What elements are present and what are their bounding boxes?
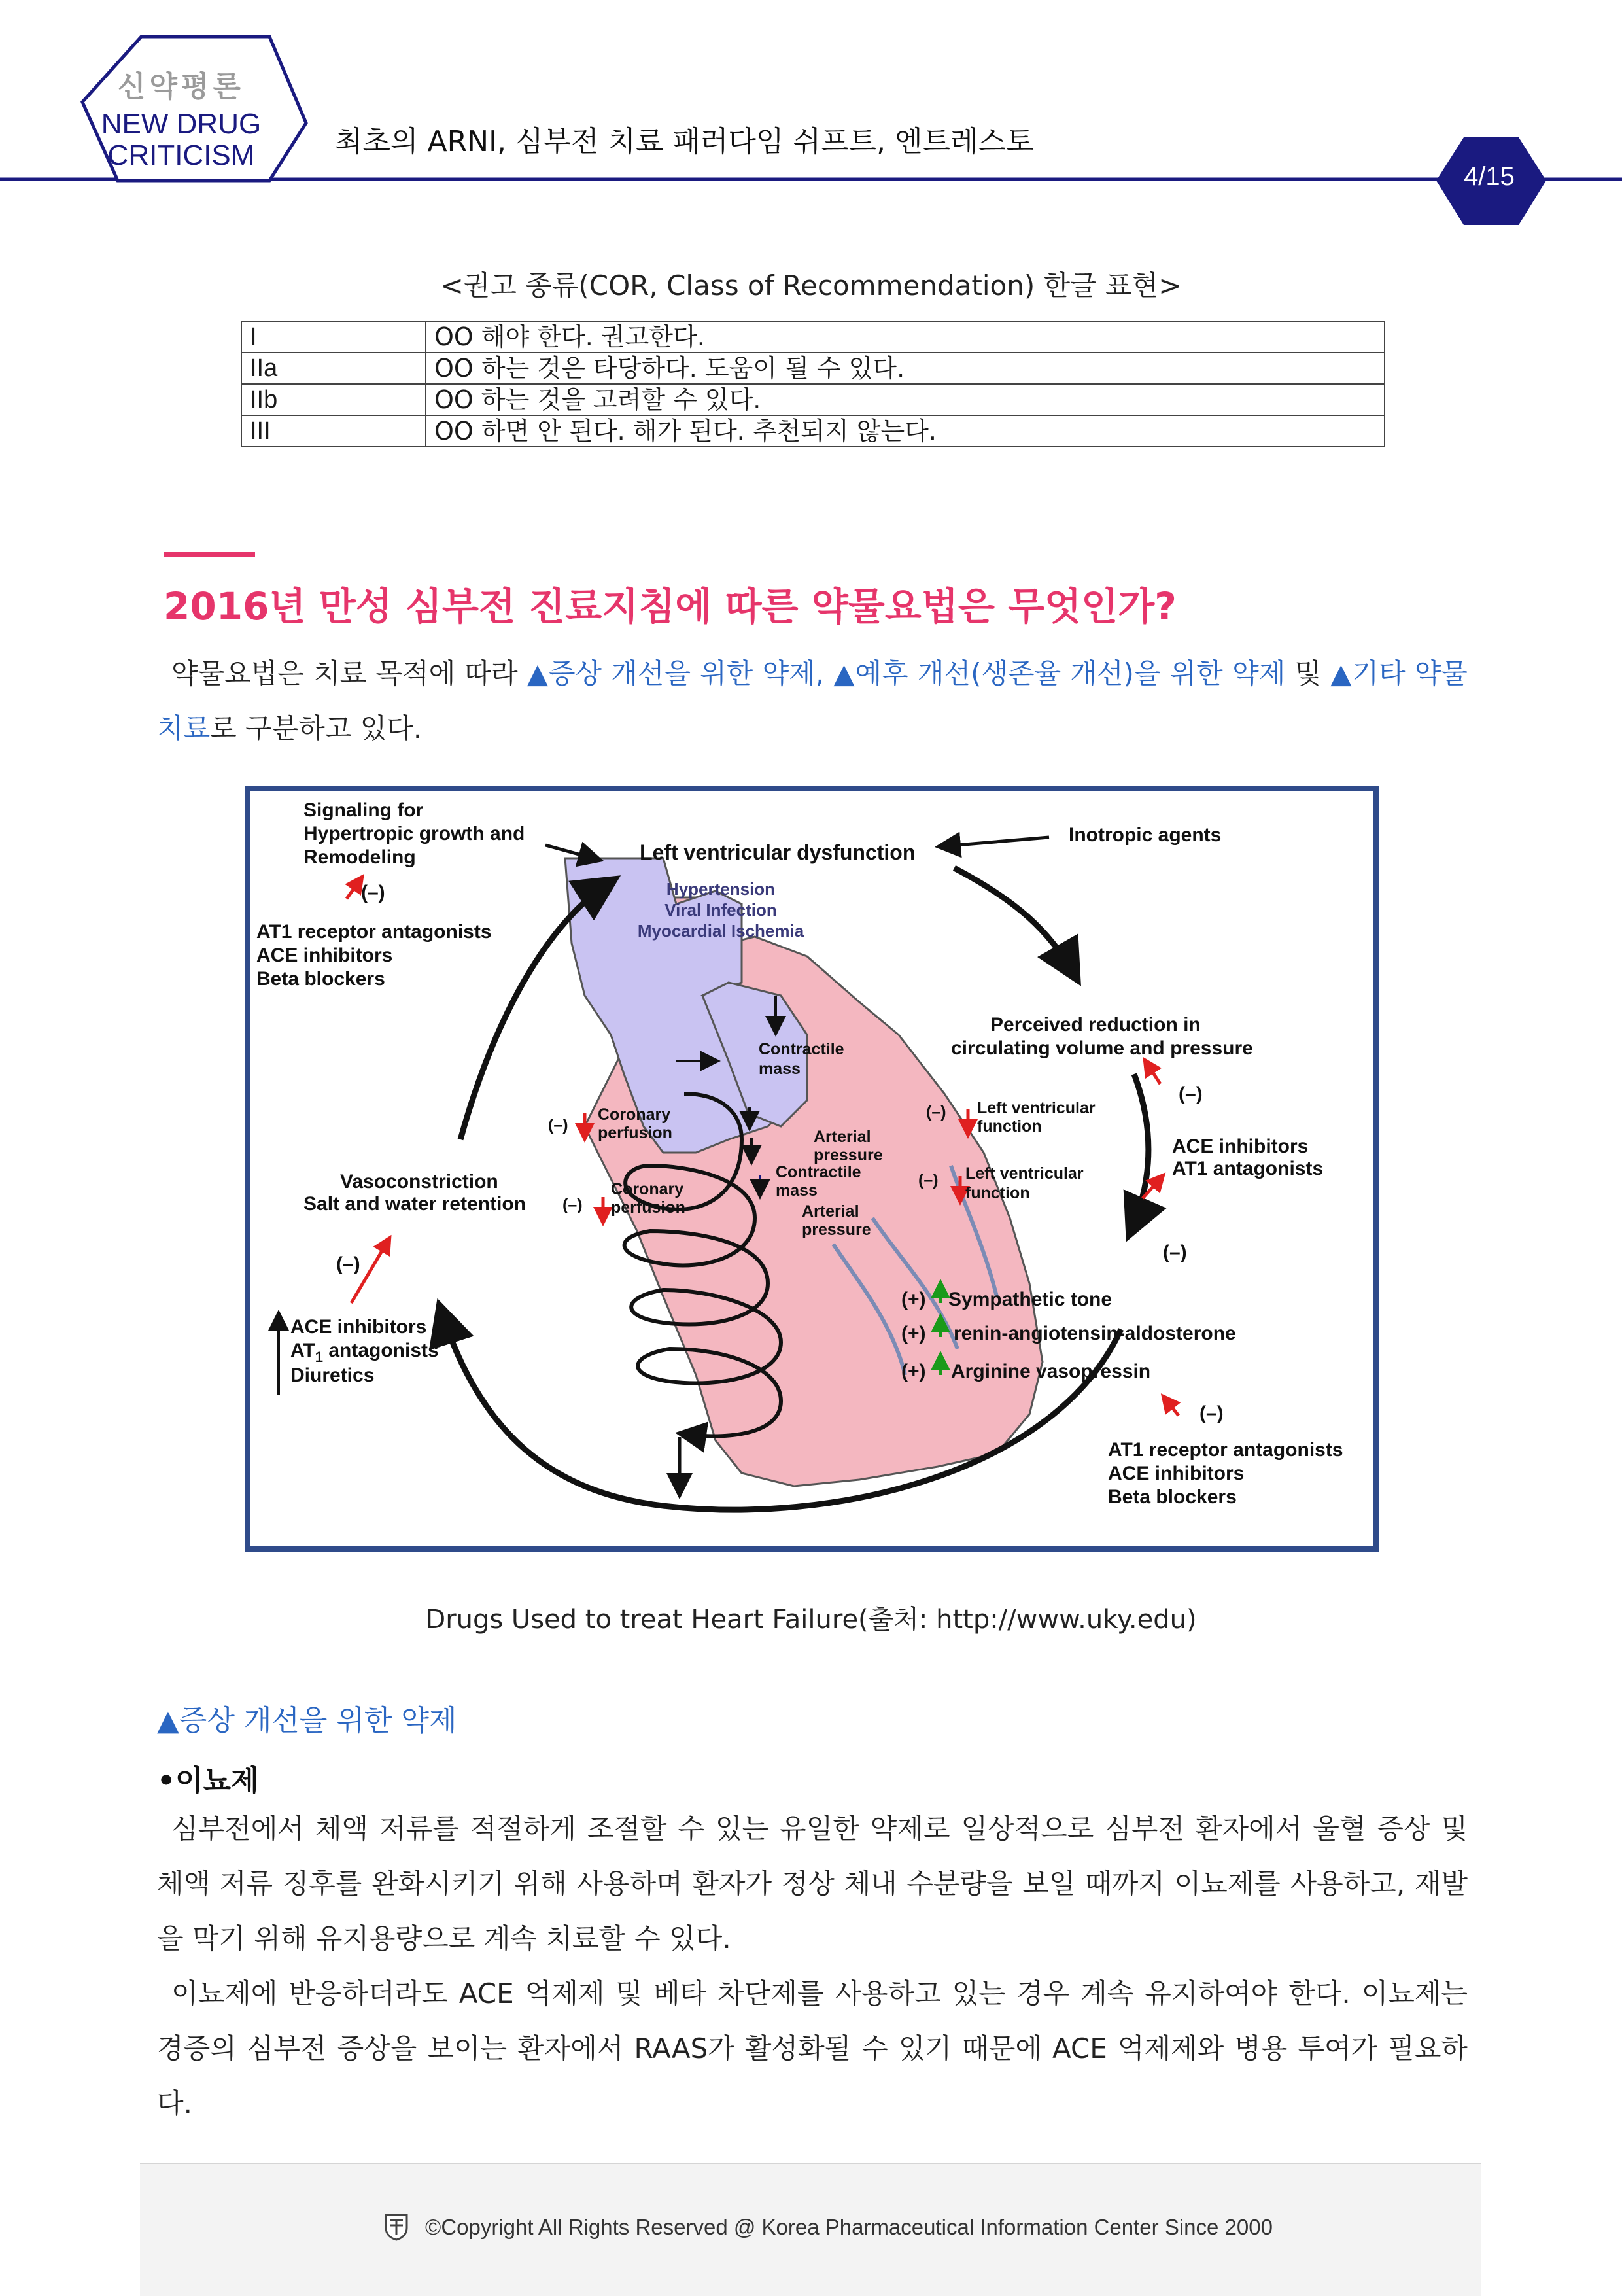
paragraph-1: 심부전에서 체액 저류를 적절하게 조절할 수 있는 유일한 약제로 일상적으로 심부전 환자에서 울혈 증상 및 체액 저류 징후를 완화시키기 위해 사용하며 환자가 정상 체내 수분량을 보일 때까지 이뇨제를 사용하고, 재발을 막기 위해 유지용량으로 계속 치료할 수 있다. bbox=[157, 1813, 1468, 1955]
cor-class: III bbox=[241, 415, 426, 447]
cor-text: OO 하는 것은 타당하다. 도움이 될 수 있다. bbox=[426, 353, 1385, 384]
label-plus: (+) bbox=[901, 1361, 926, 1382]
label-sympathetic: Sympathetic tone bbox=[948, 1289, 1113, 1310]
table-row bbox=[241, 321, 1385, 353]
cor-text: OO 해야 한다. 권고한다. bbox=[426, 321, 1385, 353]
label-lvf-1: Left ventricular bbox=[977, 1099, 1096, 1117]
label-signaling-1: Signaling for bbox=[303, 799, 424, 821]
label-avp: Arginine vasopressin bbox=[951, 1361, 1151, 1382]
kpic-logo-icon bbox=[383, 2212, 409, 2241]
logo-korean: 신약평론 bbox=[117, 70, 245, 103]
label-coronary: Coronary bbox=[598, 1105, 671, 1124]
logo-line2: CRITICISM bbox=[107, 139, 255, 171]
table-row bbox=[241, 353, 1385, 384]
cor-class: I bbox=[241, 321, 426, 353]
table-row bbox=[241, 415, 1385, 447]
label-plus: (+) bbox=[901, 1323, 926, 1344]
footer-copyright: ©Copyright All Rights Reserved @ Korea Pharmaceutical Information Center Since 2000 bbox=[425, 2215, 1273, 2239]
label-lv-dysfunction: Left ventricular dysfunction bbox=[640, 841, 916, 864]
label-lvf-2: function bbox=[965, 1184, 1030, 1202]
cor-text: OO 하는 것을 고려할 수 있다. bbox=[426, 384, 1385, 415]
intro-paragraph bbox=[157, 646, 1468, 756]
section-title: 2016년 만성 심부전 진료지침에 따른 약물요법은 무엇인가? bbox=[164, 584, 1177, 629]
label-bl-drug-2: $AT_1$ antagonists bbox=[290, 1340, 439, 1365]
label-vaso-1: Vasoconstriction bbox=[340, 1171, 498, 1192]
label-arterial: Arterial bbox=[814, 1128, 871, 1146]
label-minus: (–) bbox=[548, 1116, 568, 1134]
label-cause-3: Myocardial Ischemia bbox=[637, 921, 804, 941]
intro-text: 및 bbox=[1285, 657, 1331, 689]
cor-table bbox=[241, 321, 1385, 447]
label-mass: mass bbox=[759, 1060, 801, 1078]
label-minus: (–) bbox=[1179, 1083, 1203, 1105]
label-arterial: Arterial bbox=[802, 1202, 859, 1221]
header-title: 최초의 ARNI, 심부전 치료 패러다임 쉬프트, 엔트레스토 bbox=[335, 125, 1034, 158]
label-vaso-2: Salt and water retention bbox=[303, 1193, 526, 1215]
label-signaling-3: Remodeling bbox=[303, 846, 416, 868]
label-perfusion: perfusion bbox=[598, 1124, 672, 1142]
cor-table-caption: <권고 종류(COR, Class of Recommendation) 한글 표현> bbox=[440, 270, 1182, 302]
label-pressure: pressure bbox=[802, 1221, 871, 1239]
cor-text: OO 하면 안 된다. 해가 된다. 추천되지 않는다. bbox=[426, 415, 1385, 447]
label-plus: (+) bbox=[901, 1289, 926, 1310]
label-bl-drug-1: ACE inhibitors bbox=[290, 1316, 427, 1338]
section-accent-bar bbox=[164, 552, 255, 557]
intro-text: 로 구분하고 있다. bbox=[210, 712, 423, 744]
heart-failure-diagram bbox=[245, 786, 1379, 1552]
label-minus: (–) bbox=[926, 1103, 946, 1121]
label-contractile: Contractile bbox=[759, 1040, 844, 1058]
paragraph-2: 이뇨제에 반응하더라도 ACE 억제제 및 베타 차단제를 사용하고 있는 경우 계속 유지하여야 한다. 이뇨제는 경증의 심부전 증상을 보이는 환자에서 RAAS가 활성화될 수 있기 때문에 ACE 억제제와 병용 투여가 필요하다. bbox=[157, 1977, 1468, 2119]
table-row bbox=[241, 384, 1385, 415]
page-number: 4/15 bbox=[1464, 162, 1515, 191]
label-mass: mass bbox=[776, 1181, 818, 1200]
label-pressure: pressure bbox=[814, 1146, 883, 1164]
label-right-drug-1: ACE inhibitors bbox=[1172, 1136, 1309, 1157]
cor-class: IIb bbox=[241, 384, 426, 415]
label-minus: (–) bbox=[336, 1253, 360, 1275]
label-br-drug-2: ACE inhibitors bbox=[1108, 1463, 1245, 1484]
label-minus: (–) bbox=[1199, 1402, 1224, 1424]
label-br-drug-3: Beta blockers bbox=[1108, 1486, 1237, 1508]
label-tl-drug-1: AT1 receptor antagonists bbox=[256, 921, 492, 943]
label-minus: (–) bbox=[918, 1171, 939, 1189]
bullet-diuretics: •이뇨제 bbox=[157, 1764, 259, 1798]
label-coronary: Coronary bbox=[611, 1180, 684, 1198]
label-perceived-2: circulating volume and pressure bbox=[951, 1037, 1253, 1059]
label-bl-drug-3: Diuretics bbox=[290, 1365, 375, 1386]
label-minus: (–) bbox=[562, 1196, 583, 1214]
label-tl-drug-2: ACE inhibitors bbox=[256, 945, 393, 966]
label-lvf-2: function bbox=[977, 1117, 1042, 1136]
label-cause-1: Hypertension bbox=[666, 879, 776, 899]
label-inotropic: Inotropic agents bbox=[1069, 824, 1222, 846]
label-contractile: Contractile bbox=[776, 1163, 861, 1181]
cor-class: IIa bbox=[241, 353, 426, 384]
label-cause-2: Viral Infection bbox=[664, 900, 777, 920]
label-raas: renin-angiotensin-aldosterone bbox=[954, 1323, 1236, 1344]
label-perceived-1: Perceived reduction in bbox=[990, 1014, 1201, 1035]
label-minus: (–) bbox=[1163, 1242, 1187, 1263]
figure-caption: Drugs Used to treat Heart Failure(출처: http://www.uky.edu) bbox=[425, 1605, 1197, 1635]
intro-highlight-2: ▲기타 약물치료 bbox=[157, 657, 1468, 744]
label-perfusion: perfusion bbox=[611, 1198, 685, 1217]
label-lvf-1: Left ventricular bbox=[965, 1164, 1084, 1183]
logo-line1: NEW DRUG bbox=[101, 108, 262, 140]
label-signaling-2: Hypertropic growth and bbox=[303, 823, 525, 844]
label-br-drug-1: AT1 receptor antagonists bbox=[1108, 1439, 1343, 1461]
subsection-heading: ▲증상 개선을 위한 약제 bbox=[157, 1704, 457, 1737]
label-right-drug-2: AT1 antagonists bbox=[1172, 1158, 1324, 1179]
intro-highlight-1: ▲증상 개선을 위한 약제, ▲예후 개선(생존율 개선)을 위한 약제 bbox=[526, 657, 1286, 689]
intro-text: 약물요법은 치료 목적에 따라 bbox=[171, 657, 527, 689]
label-tl-drug-3: Beta blockers bbox=[256, 968, 385, 990]
label-minus: (–) bbox=[361, 882, 385, 903]
